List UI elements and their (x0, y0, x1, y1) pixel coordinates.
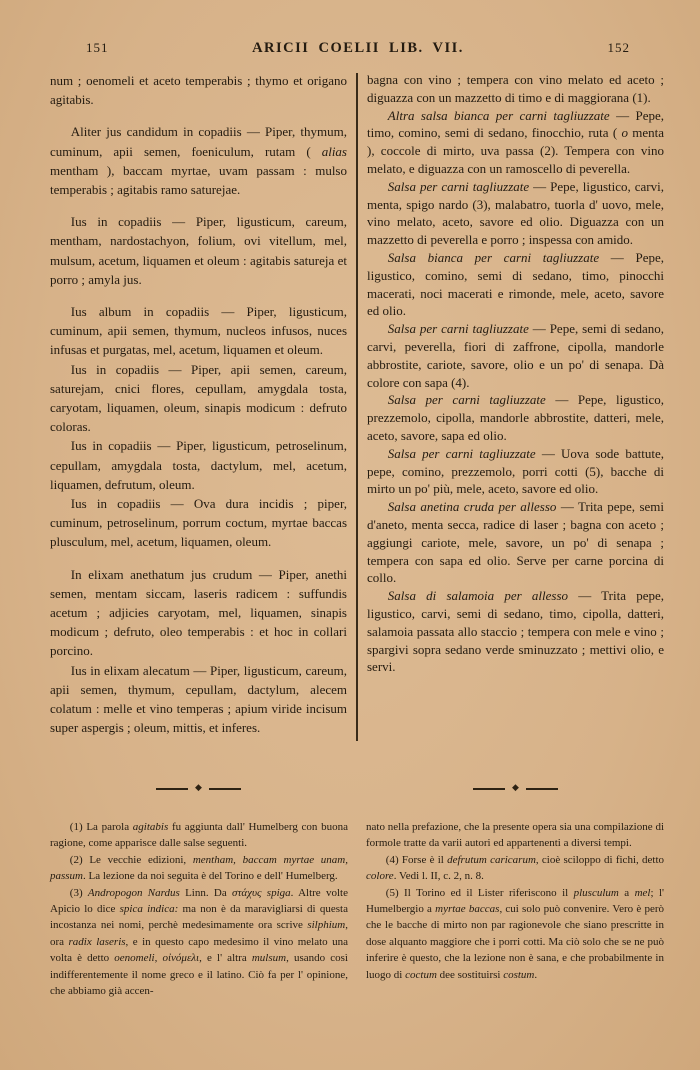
recipe-paragraph (367, 71, 664, 107)
text-segment: — Pepe, timo, comino, semi di sedano, finocchio, ruta ( (367, 107, 664, 141)
text-segment: — Pepe, semi di sedano, carvi, peverella, fiori di zaffrone, cipolla, mandorle abbrostite, cariote, savore, olio e un po' di senapa. Dà colore con sapa (4). (367, 321, 664, 390)
text-segment: — Uova sode battute, pepe, comino, prezzemolo, porri cotti (5), bacche di mirto un po' più, mele, aceto, savore ed olio. (367, 445, 664, 497)
text-segment: menta ), coccole di mirto, uva passa (2). Tempera con vino melato, e diguazza con un ramoscello di peverella. (367, 125, 664, 176)
text-segment: — Trita pepe, ligustico, carvi, semi di sedano, timo, cipolla, datteri, salamoia passata allo staccio ; tempera con mele e vino ; spargivi sopra sedano verde sminuzzato ; mettivi olio, e servi. (367, 588, 664, 675)
text-segment: . Vedi l. II, c. 2, n. 8. (393, 870, 484, 883)
text-segment: Ius in copadiis — Piper, apii semen, careum, saturejam, cnici flores, cepullam, amygdala tosta, caryotam, liquamen, oleum, sinapis modicum : defruto coloras. (50, 361, 347, 435)
italic-text-segment: Salsa per carni tagliuzzate (387, 392, 546, 408)
italic-text-segment: alias (321, 143, 347, 159)
text-segment: mentham ), baccam myrtae, uvam passam : mulso temperabis ; agitabis ramo saturejae. (50, 162, 347, 198)
recipe-paragraph (50, 565, 347, 661)
recipe-paragraph (367, 498, 664, 587)
text-segment: (2) Le vecchie edizioni, (69, 853, 193, 866)
italic-text-segment: mel (634, 886, 651, 899)
italic-text-segment: Salsa bianca per carni tagliuzzate (387, 249, 600, 265)
footnotes-right-column (366, 819, 664, 999)
italic-text-segment: myrtae baccas (435, 903, 500, 916)
text-segment: Ius in elixam alecatum — Piper, ligusticum, careum, apii semen, thymum, cepullam, dactylum, alecem colatum : melle et vino temperas ; apium viride incisum super aspergis ; oleum, mittis, et inferes. (50, 662, 347, 736)
text-segment: (3) (69, 886, 88, 899)
italic-text-segment: oenomeli, οἰνόμελι (114, 952, 200, 965)
footnote (50, 885, 348, 1000)
column-rule (356, 73, 358, 741)
page-header (50, 40, 664, 57)
recipe-paragraph (50, 122, 347, 199)
text-segment: . Altre volte Apicio lo dice (50, 886, 348, 916)
divider-line (526, 788, 558, 790)
italic-text-segment: colore (366, 870, 394, 883)
text-segment: . (534, 968, 538, 981)
italic-text-segment: spica indica: (119, 903, 179, 916)
section-divider-ornament (367, 784, 664, 793)
text-segment: ; l' Humelbergio a (366, 886, 664, 916)
italic-text-segment: silphium (307, 919, 346, 932)
recipe-paragraph (50, 360, 347, 437)
italic-text-segment: Salsa per carni tagliuzzate (387, 321, 529, 337)
left-column-latin (50, 71, 347, 807)
italic-text-segment: mulsum (251, 952, 287, 965)
footnotes-area (50, 819, 664, 999)
italic-text-segment: plusculum (573, 886, 619, 899)
italic-text-segment: costum (503, 968, 535, 981)
text-segment: , cui solo può convenire. Vero è però che le bacche di mirto non par ragionevole che siano prescritte in dose alquanto maggiore che i porri cotti. Ma ciò solo che se ne può inferire è questo, che la lezione non è sana, e che probabilmente in luogo di (366, 903, 664, 981)
recipe-paragraph (367, 445, 664, 498)
running-title: ARICII COELII LIB. VII. (252, 40, 464, 56)
italic-text-segment: Salsa per carni tagliuzzate (387, 445, 536, 461)
text-segment: Aliter jus candidum in copadiis — Piper, thymum, cuminum, apii semen, foeniculum, rutam ( (50, 124, 347, 159)
text-segment: Ius in copadiis — Piper, ligusticum, careum, mentham, nardostachyon, folium, ovi vitellum, mel, mulsum, acetum, liquamen et oleum : agitabis satureja et porro ; amyla jus. (50, 214, 347, 287)
text-segment: , ora (50, 919, 348, 948)
recipe-paragraph (50, 436, 347, 494)
italic-text-segment: στάχυς spiga (232, 886, 291, 899)
text-segment: ma non è da maravigliarsi di questa incostanza nei nomi, perchè medesimamente ora scrive (50, 903, 348, 932)
footnote-continuation (366, 819, 664, 852)
text-segment: , e in questo capo medesimo il vino melato una volta è detto (50, 935, 349, 965)
recipe-paragraph (50, 661, 347, 738)
divider-line (473, 788, 505, 790)
text-segment: — Pepe, ligustico, comino, semi di sedano, timo, pinocchi macerati, noci macerati e rimonde, mele, aceto, savore ed olio. (367, 249, 664, 319)
recipe-paragraph (367, 320, 664, 391)
italic-text-segment: coctum (405, 968, 437, 981)
fleuron-icon: ◆ (195, 783, 202, 793)
text-segment: Ius album in copadiis — Piper, ligusticum, cuminum, apii semen, thymum, nucleos infusos, nuces infusas et purgatas, mel, acetum, liquamen et oleum. (50, 304, 347, 358)
fleuron-icon: ◆ (512, 783, 519, 793)
recipe-paragraph (367, 107, 664, 178)
text-segment: nato nella prefazione, che la presente opera sia una compilazione di formole tratte da varii autori ed appartenenti a diversi tempi. (366, 821, 664, 850)
recipe-paragraph (50, 494, 347, 552)
italic-text-segment: mentham, baccam myrtae unam, passum (50, 853, 348, 883)
footnote (366, 885, 664, 983)
text-segment: fu aggiunta dall' Humelberg con buona ragione, come apparisce dalle salse seguenti. (50, 821, 348, 850)
recipe-paragraph (367, 178, 664, 249)
text-segment: (5) Il Torino ed il Lister riferiscono il (385, 886, 574, 899)
text-segment: Ius in copadiis — Piper, ligusticum, petroselinum, cepullam, amygdala tosta, dactylum, mel, acetum, liquamen, defrutum, oleum. (50, 438, 347, 492)
text-segment: Linn. Da (179, 886, 233, 899)
right-column-italian (367, 71, 664, 807)
italic-text-segment: Salsa per carni tagliuzzate (387, 178, 530, 194)
italic-text-segment: defrutum caricarum (447, 853, 536, 866)
text-segment: . La lezione da noi seguita è del Torino e dell' Humelberg. (83, 870, 338, 883)
italic-text-segment: Andropogon Nardus (87, 886, 180, 899)
recipe-paragraph (367, 391, 664, 444)
text-segment: Ius in copadiis — Ova dura incidis ; piper, cuminum, petroselinum, porrum coctum, myrtae baccas plusculum, mel, acetum, liquamen, oleum. (50, 496, 347, 550)
recipe-paragraph (50, 212, 347, 289)
text-segment: bagna con vino ; tempera con vino melato ed aceto ; diguazza con un mazzetto di timo e di maggiorana (1). (367, 72, 664, 105)
italic-text-segment: o (621, 125, 628, 141)
text-segment: dee sostituirsi (436, 968, 504, 981)
footnote (366, 852, 664, 885)
recipe-paragraph (367, 587, 664, 676)
italic-text-segment: radix laseris (68, 935, 126, 948)
footnotes-left-column (50, 819, 348, 999)
italic-text-segment: agitabis (132, 821, 169, 833)
recipe-paragraph (50, 71, 347, 109)
recipe-paragraph (367, 249, 664, 320)
text-segment: , cioè sciloppo di fichi, detto (535, 853, 664, 866)
page-number-right: 152 (607, 40, 630, 55)
main-text-area (50, 71, 664, 807)
text-segment: a (618, 886, 635, 899)
text-segment: (1) La parola (69, 821, 133, 833)
footnote (50, 852, 348, 885)
italic-text-segment: Salsa di salamoia per allesso (387, 588, 569, 604)
text-segment: (4) Forse è il (385, 853, 448, 866)
text-segment: — Pepe, ligustico, prezzemolo, cipolla, mandorle abbrostite, datteri, mele, aceto, savore, sapa ed olio. (367, 392, 664, 443)
text-segment: — Pepe, ligustico, carvi, menta, spigo nardo (3), malabatro, tuorla d' uovo, mele, vino melato, aceto, savore ed olio. Diguazza con un mazzetto di peverella e porro ; inspessa con amido. (367, 178, 664, 248)
text-segment: In elixam anethatum jus crudum — Piper, anethi semen, mentam siccam, laseris radicem : suffundis acetum ; adjicies caryotam, mel, liquamen, sinapis modicum ; defruto, oleo temperabis : et hoc in collari porcino. (50, 566, 347, 659)
text-segment: , usando così indifferentemente il nome greco e il latino. Ciò fa per l' opinione, che abbiamo già accen- (50, 952, 348, 998)
italic-text-segment: Salsa anetina cruda per allesso (387, 499, 557, 515)
page-number-left: 151 (86, 40, 109, 55)
divider-line (209, 788, 241, 790)
text-segment: — Trita pepe, semi d'aneto, menta secca, radice di laser ; bagna con aceto ; aggiungi cariote, mele, savore, un po' di senapa ; tempera con sapa ed olio. Serve per carne porcina di collo. (367, 499, 664, 586)
recipe-paragraph (50, 302, 347, 360)
text-segment: , e l' altra (199, 952, 252, 965)
footnote (50, 819, 348, 852)
italic-text-segment: Altra salsa bianca per carni tagliuzzate (387, 107, 610, 123)
section-divider-ornament (50, 784, 347, 793)
divider-line (156, 788, 188, 790)
text-segment: num ; oenomeli et aceto temperabis ; thymo et origano agitabis. (50, 73, 347, 108)
